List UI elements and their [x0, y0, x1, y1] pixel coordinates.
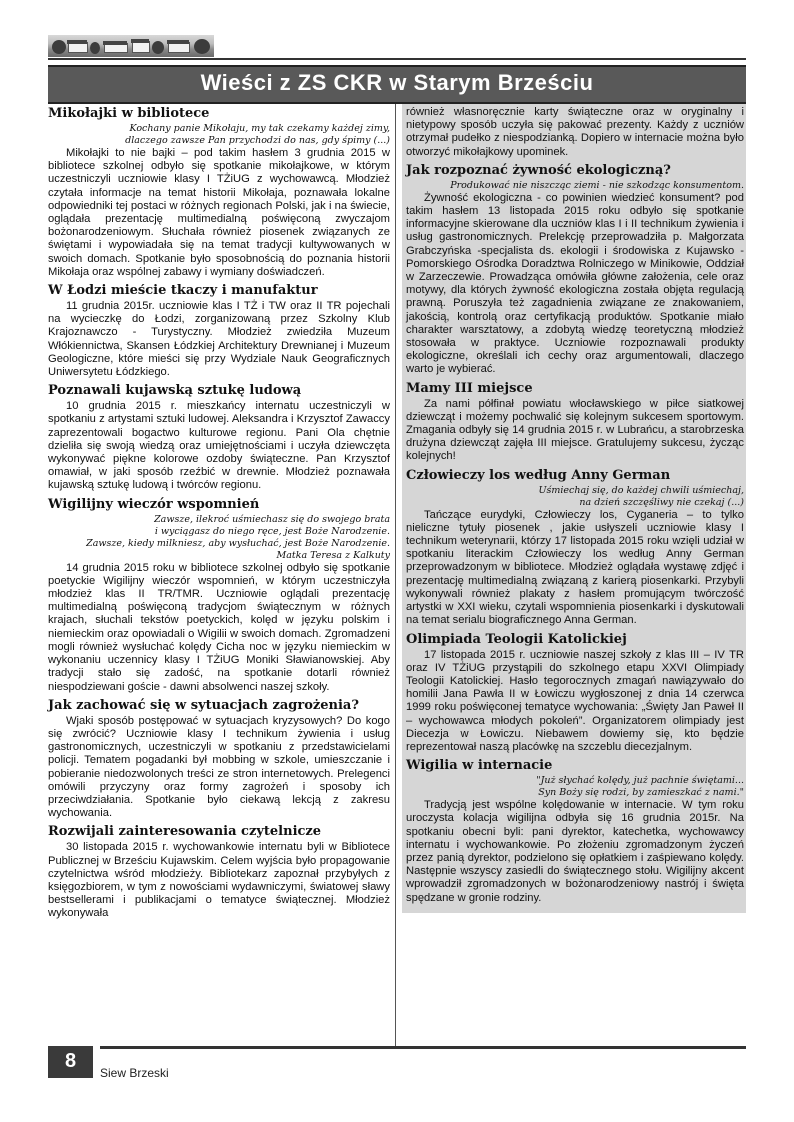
article-heading: Wigilia w internacie: [406, 758, 553, 774]
article-body: Tradycją jest wspólne kolędowanie w internacie. W tym roku uroczysta kolacja wigilijna odbyła się 16 grudnia 2015r. Na spotkaniu obecni byli: pani dyrektor, katechetka, wychowawcy internatu i wychowankowie. Po złożeniu zgromadzonym życzeń przez panią dyrektor, podzielono się opłatkiem i zaśpiewano kolędy. Następnie wszyscy zasiedli do świątecznego stołu. Wigilijny akcent wprowadził zgromadzonych w bożonarodzeniowy nastrój i święta spędzane w gronie rodziny.: [406, 799, 744, 904]
section-title: Wieści z ZS CKR w Starym Brześciu: [200, 70, 594, 95]
column-divider: [395, 104, 396, 1046]
article-body: 17 listopada 2015 r. uczniowie naszej szkoły z klas III – IV TR oraz IV TŻiUG przystąpili do szkolnego etapu XXVI Olimpiady Teologii Katolickiej. Hasło tegorocznych zmagań nawiązywało do homilii Jana Pawła II w Łowiczu wygłoszonej z dnia 14 czerwca 1999 roku poświęconej tematyce wychowania: „Święty Jan Paweł II – wychowawca młodych pokoleń”. Organizatorem olimpiady jest Diecezja w Łowiczu. Niebawem dowiemy się, kto będzie reprezentował naszą placówkę na szczeblu diecezjalnym.: [406, 648, 744, 753]
article-heading: Rozwijali zainteresowania czytelnicze: [48, 824, 322, 840]
publication-name: Siew Brzeski: [100, 1066, 169, 1080]
right-column: [402, 104, 746, 913]
article: [48, 383, 390, 492]
article-heading: Wigilijny wieczór wspomnień: [48, 496, 260, 512]
article-heading: Jak zachować się w sytuacjach zagrożenia?: [48, 697, 359, 713]
article-heading: Mikołajki w bibliotece: [48, 106, 210, 121]
article-body: Żywność ekologiczna - co powinien wiedzieć konsument? pod takim hasłem 13 listopada 2015 roku odbyło się spotkanie informacyjne skierowane dla uczniów klas I i II technikum żywienia i usług gastronomicznych. Prelekcję przeprowadziła p. Małgorzata Grabczyńska -specjalista ds. ekologii i środowiska z Kujawsko - Pomorskiego Ośrodka Doradztwa Rolniczego w Minikowie, Oddział w Zarzeczewie. Prowadząca omówiła główne założenia, cele oraz motywy, dla których żywność ekologiczna została objęta regulacją prawną. Poruszyła też zagadnienia związane ze znakowaniem, jakością, kontrolą oraz certyfikacją produktów. Spotkanie miało charakter warsztatowy, a zdobytą wiedzę teoretyczną młodzież stosowała w praktyce. Uczniowie rozpoznawali produkty ekologiczne, określali ich cechy oraz argumentowali, dlaczego warto je wybierać.: [406, 191, 744, 376]
article-epigraph: dlaczego zawsze Pan przychodzi do nas, gdy śpimy (...): [125, 135, 390, 146]
page-number-box: [48, 1046, 93, 1078]
article-body: Za nami półfinał powiatu włocławskiego w piłce siatkowej dziewcząt i możemy pochwalić się kolejnym sukcesem sportowym. Zmagania odbyły się 14 grudnia 2015 r. w Lubrańcu, a starobrzeska drużyna dziewcząt zajęła III miejsce. Gratulujemy sukcesu, życząc kolejnych!: [406, 397, 744, 463]
article-heading: Człowieczy los według Anny German: [406, 467, 671, 483]
article-body: również własnoręcznie karty świąteczne oraz w oryginalny i nietypowy sposób uczyła się pakować prezenty. Każdy z uczniów otrzymał pudełko z niespodzianką. Dopiero w internacie można było otworzyć mikołajkowy upominek.: [406, 106, 744, 158]
article-epigraph: Kochany panie Mikołaju, my tak czekamy każdej zimy,: [129, 123, 390, 134]
article: [48, 283, 390, 379]
article-heading: Jak rozpoznać żywność ekologiczną?: [406, 162, 671, 178]
top-rule: [48, 58, 746, 60]
article-body: 30 listopada 2015 r. wychowankowie internatu byli w Bibliotece Publicznej w Brześciu Kujawskim. Celem wyjścia było propagowanie czytelnictwa wśród młodzieży. Bibliotekarz zapoznał przybyłych z księgozbiorem, w tym z nowościami wydawniczymi, światowej sławy bestsellerami i publikacjami o tematyce świątecznej. Młodzież wykonywała: [48, 841, 390, 920]
article-body: Tańczące eurydyki, Człowieczy los, Cyganeria – to tylko nieliczne tytuły piosenek , jakie usłyszeli uczniowie klasy I technikum weterynarii, którzy 17 listopada 2015 roku wzięli udział w spotkaniu literackim Człowieczy los według Anny German przeprowadzonym w bibliotece. Młodzież oglądała wystawę zdjęć i prezentację multimedialną związaną z karierą piosenkarki. Przybyli wykonywali również plakaty z hasłem promującym twórczość artystki w XXI wieku, czytali wspomnienia piosenkarki i dyskutowali na temat serialu biograficznego Anna German.: [406, 508, 744, 627]
article-epigraph: "Już słychać kolędy, już pachnie świętami...: [536, 775, 744, 787]
article-heading: W Łodzi mieście tkaczy i manufaktur: [48, 283, 318, 299]
article: [406, 381, 744, 464]
article-epigraph: Syn Boży się rodzi, by zamieszkać z nami.": [538, 787, 744, 799]
left-column: [48, 106, 390, 925]
article-heading: Olimpiada Teologii Katolickiej: [406, 631, 627, 647]
article: [406, 106, 744, 159]
article: [48, 497, 390, 694]
article: [406, 758, 744, 905]
article-epigraph: na dzień szczęśliwy nie czekaj (...): [579, 496, 744, 508]
article-epigraph: Uśmiechaj się, do każdej chwili uśmiechaj,: [538, 484, 744, 496]
article-epigraph: i wyciągasz do niego ręce, jest Boże Narodzenie.: [154, 525, 390, 537]
article: [48, 106, 390, 279]
article-heading: Mamy III miejsce: [406, 380, 533, 396]
section-banner: [48, 65, 746, 104]
header-village-photo: [48, 35, 214, 57]
article-body: Mikołajki to nie bajki – pod takim hasłem 3 grudnia 2015 w bibliotece szkolnej odbyło się spotkanie mikołajkowe, w którym uczestniczyli uczniowie klasy I TŻiUG z wychowawcą. Młodzież czytała informacje na temat historii Mikołaja, poznawała lokalne odpowiedniki tej postaci w różnych regionach Polski, jak i na świecie, oglądała prezentację multimedialną poświęconą zwyczajom bożonarodzeniowym. Słuchała również piosenek związanych ze świętami i wypowiadała się na temat tradycji kultywowanych w swoich domach. Spotkanie było sposobnością do poznania historii Mikołaja oraz wspólnej zabawy i wymiany doświadczeń.: [48, 147, 390, 278]
article: [406, 632, 744, 755]
article-epigraph: Zawsze, ilekroć uśmiechasz się do swojego brata: [154, 513, 390, 525]
article-heading: Poznawali kujawską sztukę ludową: [48, 383, 302, 399]
article-epigraph: Zawsze, kiedy milkniesz, aby wysłuchać, jest Boże Narodzenie.: [86, 537, 390, 549]
article: [48, 698, 390, 821]
article: [406, 468, 744, 628]
article-body: 10 grudnia 2015 r. mieszkańcy internatu uczestniczyli w spotkaniu z artystami sztuki ludowej. Aleksandra i Krzysztof Zawaccy zaprezentowali bogactwo kulturowe regionu. Pani Ola chętnie dzieliła się swoją wiedzą oraz umiejętnościami i uczyła dziewczęta wykonywać piękne kolorowe ozdoby świąteczne. Pan Krzysztof omawiał, w jaki sposób rzeźbić w drewnie. Młodzież poznawała kujawską sztukę ludową i twórców regionu.: [48, 400, 390, 492]
article: [406, 163, 744, 377]
article-epigraph: Produkować nie niszcząc ziemi - nie szkodząc konsumentom.: [450, 179, 744, 191]
footer-rule: [100, 1046, 746, 1049]
article-body: Wjaki sposób postępować w sytuacjach kryzysowych? Do kogo się zwrócić? Uczniowie klasy I technikum żywienia i usług gastronomicznych, uczestniczyli w spotkaniu z przedstawicielami policji. Tematem pogadanki był mobbing w szkole, umieszczanie i pobieranie niedozwolonych treści ze stron internetowych. Prelegenci omówili przyczyny oraz formy zagrożeń i sposoby ich przeciwdziałania. Spotkanie było ciekawą lekcją z zakresu wychowania.: [48, 714, 390, 820]
article-epigraph: Matka Teresa z Kalkuty: [276, 549, 390, 561]
page-number: 8: [64, 1050, 77, 1072]
article-body: 11 grudnia 2015r. uczniowie klas I TŻ i TW oraz II TR pojechali na wycieczkę do Łodzi, zorganizowaną przez Szkolny Klub Krajoznawczo - Turystyczny. Młodzież zwiedziła Muzeum Włókiennictwa, Skansen Łódzkiej Architektury Drewnianej i Muzeum Geologiczne, które mieści się przy Wydziale Nauk Geograficznych Uniwersytetu Łódzkiego.: [48, 300, 390, 379]
article-body: 14 grudnia 2015 roku w bibliotece szkolnej odbyło się spotkanie poetyckie Wigilijny wieczór wspomnień, w którym uczestniczyła młodzież klas II TR/TMR. Uczniowie oglądali prezentację multimedialną poświęconą tradycjom świątecznym w różnych krajach, słuchali tekstów poetyckich, kolęd w języku polskim i niemieckim oraz opowiadali o Wigilii w swoich domach. Zgromadzeni mogli również wysłuchać kolędy Cicha noc w języku niemieckim w wykonaniu uczennicy klasy I TŻiUG Moniki Sławianowskiej. Aby tradycji stało się zadość, na spotkanie dotarli również niespodziewani goście - dawni absolwenci naszej szkoły.: [48, 561, 390, 693]
article: [48, 824, 390, 920]
